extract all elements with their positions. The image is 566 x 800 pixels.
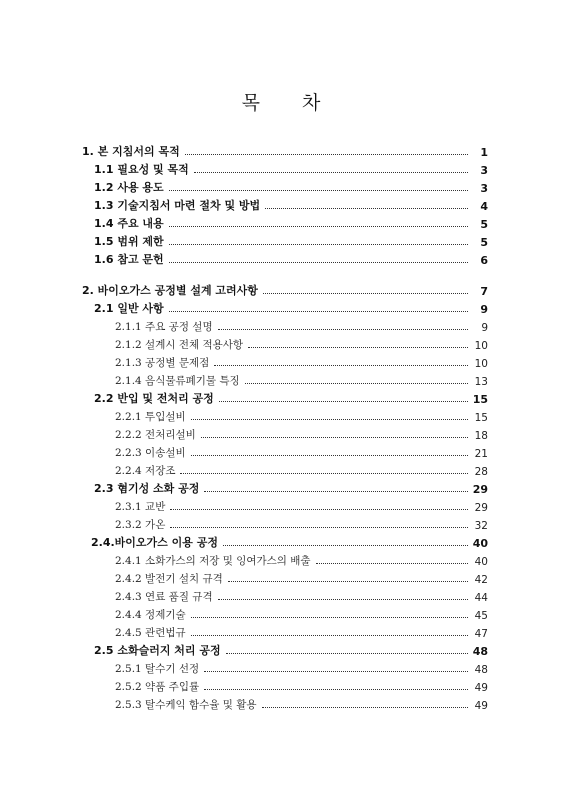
toc-entry[interactable] <box>82 141 488 159</box>
toc-page: 42 <box>474 574 488 586</box>
toc-label: 2.4.3 연료 품질 규격 <box>115 591 213 603</box>
toc-entry[interactable] <box>115 658 488 676</box>
leader-dots <box>194 172 468 173</box>
toc-label: 2.2.2 전처리설비 <box>115 429 196 441</box>
toc-label: 2.1.4 음식물류폐기물 특징 <box>115 375 240 387</box>
toc-page: 3 <box>480 164 488 177</box>
toc-page: 13 <box>474 376 488 388</box>
toc-page: 15 <box>472 393 488 406</box>
leader-dots <box>218 329 468 330</box>
toc-entry[interactable] <box>94 159 488 177</box>
toc-page: 29 <box>474 502 488 514</box>
toc-label: 1. 본 지침서의 목적 <box>82 145 180 158</box>
toc-page: 32 <box>474 520 488 532</box>
leader-dots <box>204 689 468 690</box>
toc-label: 2.5 소화슬러지 처리 공정 <box>94 644 221 657</box>
toc-page: 10 <box>474 340 488 352</box>
toc-entry[interactable] <box>115 622 488 640</box>
toc-label: 2.3.1 교반 <box>115 501 166 513</box>
toc-label: 2.4.1 소화가스의 저장 및 잉여가스의 배출 <box>115 555 311 567</box>
toc-label: 2.5.3 탈수케익 함수율 및 활용 <box>115 699 257 711</box>
toc-label: 2.5.1 탈수기 선정 <box>115 663 200 675</box>
toc-label: 2.1.1 주요 공정 설명 <box>115 321 213 333</box>
toc-label: 1.6 참고 문헌 <box>94 253 164 266</box>
leader-dots <box>191 419 468 420</box>
toc-label: 2.2.1 투입설비 <box>115 411 186 423</box>
toc-label: 2.4.바이오가스 이용 공정 <box>91 536 218 549</box>
toc-entry[interactable] <box>115 352 488 370</box>
toc-page: 40 <box>474 556 488 568</box>
leader-dots <box>170 527 468 528</box>
toc-entry[interactable] <box>115 496 488 514</box>
leader-dots <box>204 671 468 672</box>
toc-page: 45 <box>474 610 488 622</box>
toc-page: 44 <box>474 592 488 604</box>
leader-dots <box>218 599 468 600</box>
toc-label: 1.3 기술지침서 마련 절차 및 방법 <box>94 199 261 212</box>
leader-dots <box>223 545 468 546</box>
toc-label: 2.1 일반 사항 <box>94 302 164 315</box>
toc-label: 2.2.4 저장조 <box>115 465 176 477</box>
leader-dots <box>226 653 468 654</box>
toc-label: 2.1.2 설계시 전체 적용사항 <box>115 339 244 351</box>
toc-label: 2.2 반입 및 전처리 공정 <box>94 392 214 405</box>
toc-page: 1 <box>480 146 488 159</box>
toc-label: 2.3.2 가온 <box>115 519 166 531</box>
leader-dots <box>219 401 468 402</box>
leader-dots <box>185 154 468 155</box>
toc-page: 18 <box>474 430 488 442</box>
toc-page: 9 <box>481 322 488 334</box>
leader-dots <box>191 635 468 636</box>
toc-page: 28 <box>474 466 488 478</box>
toc-page: 9 <box>480 303 488 316</box>
toc-page: 4 <box>480 200 488 213</box>
toc-entry[interactable] <box>115 442 488 460</box>
toc-entry[interactable] <box>115 316 488 334</box>
toc-entry[interactable] <box>94 298 488 316</box>
leader-dots <box>265 208 468 209</box>
leader-dots <box>191 617 468 618</box>
toc-entry[interactable] <box>115 694 488 712</box>
leader-dots <box>228 581 468 582</box>
toc-entry[interactable] <box>82 280 488 298</box>
toc-page: 10 <box>474 358 488 370</box>
leader-dots <box>170 509 468 510</box>
toc-page: 48 <box>474 664 488 676</box>
toc-entry[interactable] <box>94 249 488 267</box>
toc-page: 15 <box>474 412 488 424</box>
toc-label: 2. 바이오가스 공정별 설계 고려사항 <box>82 284 258 297</box>
toc-entry[interactable] <box>94 195 488 213</box>
toc-label: 2.2.3 이송설비 <box>115 447 186 459</box>
leader-dots <box>180 473 468 474</box>
leader-dots <box>214 365 468 366</box>
leader-dots <box>263 293 468 294</box>
toc-entry[interactable] <box>91 532 488 550</box>
toc-label: 1.5 범위 제한 <box>94 235 164 248</box>
toc-entry[interactable] <box>115 568 488 586</box>
toc-entry[interactable] <box>115 604 488 622</box>
leader-dots <box>169 226 468 227</box>
toc-entry[interactable] <box>115 334 488 352</box>
leader-dots <box>169 244 468 245</box>
toc-page: 5 <box>480 236 488 249</box>
leader-dots <box>191 455 468 456</box>
toc-page: 40 <box>472 537 488 550</box>
leader-dots <box>262 707 469 708</box>
toc-label: 1.4 주요 내용 <box>94 217 164 230</box>
toc-entry[interactable] <box>94 388 488 406</box>
toc-entry[interactable] <box>115 424 488 442</box>
toc-page: 47 <box>474 628 488 640</box>
toc-label: 2.4.5 관련법규 <box>115 627 186 639</box>
toc-page: 48 <box>472 645 488 658</box>
page-title: 목 차 <box>241 92 339 114</box>
toc-entry[interactable] <box>115 514 488 532</box>
toc-entry[interactable] <box>94 213 488 231</box>
leader-dots <box>248 347 468 348</box>
leader-dots <box>316 563 468 564</box>
toc-entry[interactable] <box>94 478 488 496</box>
toc-page: 49 <box>474 682 488 694</box>
toc-entry[interactable] <box>115 460 488 478</box>
leader-dots <box>169 190 468 191</box>
toc-label: 2.4.4 정제기술 <box>115 609 186 621</box>
toc-entry[interactable] <box>115 370 488 388</box>
toc-page: 7 <box>480 285 488 298</box>
toc-label: 1.1 필요성 및 목적 <box>94 163 189 176</box>
leader-dots <box>245 383 468 384</box>
toc-label: 2.3 혐기성 소화 공정 <box>94 482 200 495</box>
toc-entry[interactable] <box>115 676 488 694</box>
toc-page: 21 <box>474 448 488 460</box>
toc-entry[interactable] <box>94 640 488 658</box>
toc-entry[interactable] <box>115 586 488 604</box>
toc-entry[interactable] <box>94 231 488 249</box>
toc-page: 49 <box>474 700 488 712</box>
leader-dots <box>201 437 468 438</box>
leader-dots <box>204 491 468 492</box>
leader-dots <box>169 311 468 312</box>
toc-page: 5 <box>480 218 488 231</box>
toc-page: 6 <box>480 254 488 267</box>
leader-dots <box>169 262 468 263</box>
toc-label: 2.5.2 약품 주입률 <box>115 681 200 693</box>
toc-page: 29 <box>472 483 488 496</box>
toc-entry[interactable] <box>94 177 488 195</box>
toc-label: 2.1.3 공정별 문제점 <box>115 357 210 369</box>
toc-page: 3 <box>480 182 488 195</box>
toc-entry[interactable] <box>115 406 488 424</box>
toc-entry[interactable] <box>115 550 488 568</box>
toc-label: 1.2 사용 용도 <box>94 181 164 194</box>
toc-label: 2.4.2 발전기 설치 규격 <box>115 573 223 585</box>
